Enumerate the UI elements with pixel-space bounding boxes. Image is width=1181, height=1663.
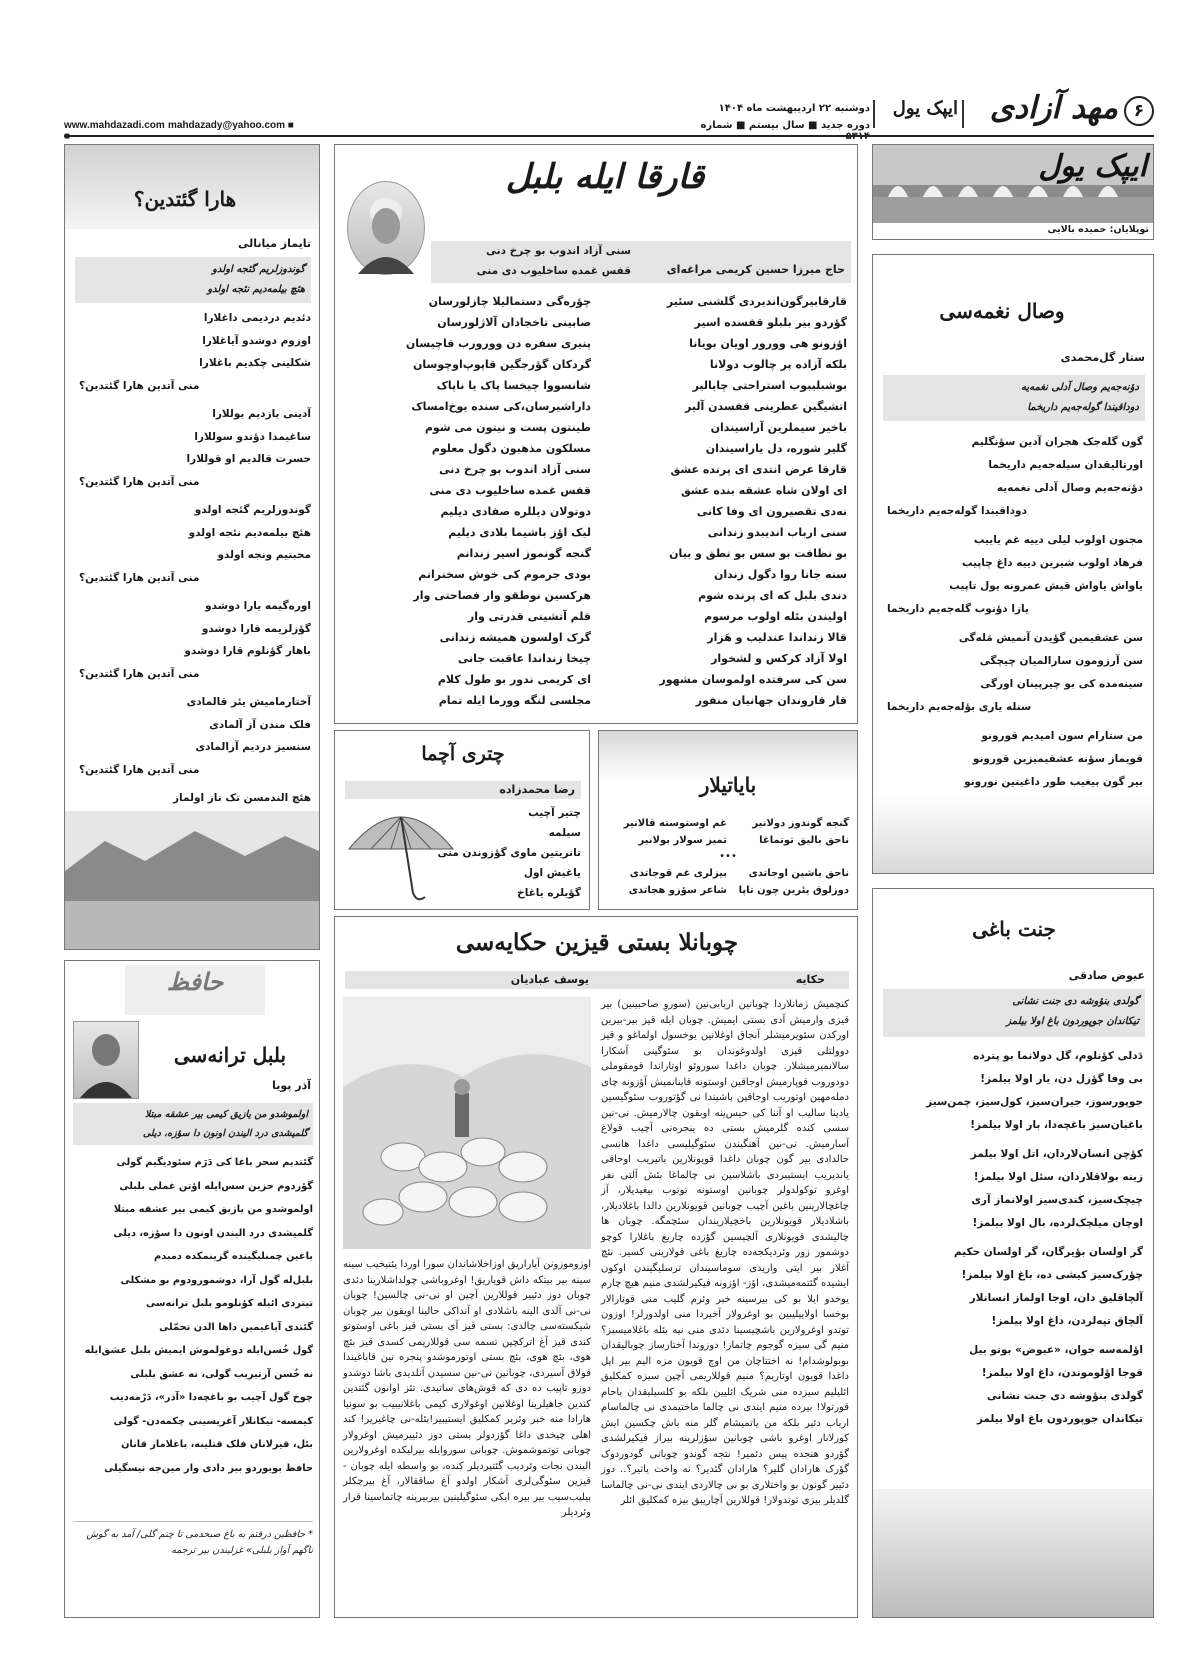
- poem-line: فلک مندن آز آلمادی: [209, 718, 311, 731]
- poem-line: گنجه گوندوز دولانیر: [752, 818, 849, 829]
- poem-line: سنه جانا روا دگول زندان: [713, 568, 847, 581]
- poem-line: آلچاقلیق دان، اوجا اولماز انسانلار: [969, 1292, 1143, 1304]
- poem-line: طینتون پست و نیتون می شوم: [424, 421, 591, 434]
- poem-line: چوخ گول آچیب بو باغچه‌دا «آذر»، دَرْمه‌دیب: [109, 1392, 313, 1403]
- bulbul-epigraph: [73, 1103, 313, 1145]
- poem-line: باهار گؤنلوم قارا دوشدو: [184, 645, 311, 657]
- poem-line: بی وفا گؤزل دن، یار اولا بیلمز!: [980, 1073, 1143, 1085]
- vesal-lines: [887, 431, 1143, 817]
- poem-line: محبتیم ونجه اولدو: [217, 549, 311, 561]
- bayati-separator: •••: [719, 851, 737, 862]
- bayati-block-1-left: [609, 815, 727, 849]
- poem-line: گون گله‌جک هجران آدین سؤنگلیم: [971, 436, 1143, 448]
- poem-line: چؤره‌گی دستمالیلا چازلورسان: [428, 295, 591, 308]
- header-rule: [64, 135, 1154, 137]
- poem-line: قویماز سؤنه عشقیمیزین قورونو: [972, 753, 1143, 765]
- qarqa-title: قارقا ایله بلبل: [505, 157, 705, 197]
- qarqa-poem-box: [334, 144, 858, 724]
- poem-line: سینه‌مده کی بو چیرپینان اورگی: [980, 678, 1143, 690]
- poem-line: ای کریمی ندور بو طول کلام: [437, 673, 591, 686]
- hara-epigraph: [75, 257, 311, 303]
- poem-line: دؤنه‌جه‌یم وصال آدلی نغمه‌یه: [996, 482, 1143, 494]
- poem-line: قارقا عرض انتدی ای پرنده عشق: [670, 463, 847, 476]
- poem-line: اؤزونو هی وورور اویان بویانا: [689, 337, 847, 350]
- poem-line: پنیری سفره دن وورورب قاچیسان: [405, 337, 591, 350]
- poem-line: غم اوستوسته قالانیر: [623, 818, 727, 829]
- poem-line: اؤلمه‌سه جوان، «عیوض» بوتو بیل: [969, 1344, 1143, 1356]
- poem-line: تیکاندان جوپوردون باغ اولا بیلمز: [976, 1413, 1143, 1425]
- poem-line: اوچان میلچک‌لرده، بال اولا بیلمز!: [972, 1217, 1143, 1229]
- ipek-yol-banner: [872, 144, 1154, 240]
- poem-line: ای اولان شاه عشقه بنده عشق: [680, 484, 847, 497]
- footnote-rule: [73, 1521, 313, 1522]
- poem-line: دئدیم درديمی داغلارا: [203, 312, 311, 324]
- poem-line: منی آتدین هارا گئتدین؟: [79, 667, 200, 680]
- poem-line: قالا زنداندا عندلیب و هَزار: [707, 631, 847, 644]
- bayati-title: بایاتیلار: [699, 773, 757, 797]
- poem-line: چیچک‌سیز، کندی‌سیز اولانماز آری: [971, 1194, 1143, 1206]
- poem-line: شکلینی چکدیم باغلارا: [199, 357, 311, 369]
- poem-line: کؤچن انسان‌لاردان، اتل اولا بیلمز: [970, 1148, 1143, 1160]
- date-line: دوشنبه ۲۲ اردیبهشت ماه ۱۴۰۴: [718, 103, 870, 114]
- poem-line: شاعر سؤزو هجاتدی: [628, 885, 727, 896]
- poem-line: گول خُسن‌ایله دوغولموش ایمیش بلبل عشق‌ایله: [84, 1345, 313, 1356]
- poem-line: ناحق بالیق توتماغا: [759, 835, 849, 846]
- poem-line: گؤردو بیر بلبلو قفسده اسیر: [694, 316, 847, 329]
- jannat-epigraph: [883, 989, 1145, 1037]
- epigraph-line: دوداقیندا گوله‌جه‌یم داریخما: [1027, 402, 1139, 413]
- poem-line: بیزلری غم قوجاتدی: [629, 868, 727, 879]
- poem-line: بو نظافت بو سس بو نطق و بیان: [669, 547, 847, 560]
- qarqa-right-lines: [601, 291, 847, 711]
- poem-line: آلچاق تپه‌لردن، داغ اولا بیلمز!: [991, 1315, 1143, 1327]
- poem-line: گئتدی آیاغیمین داها الدن تحمّلی: [159, 1321, 313, 1333]
- story-box: [334, 916, 858, 1618]
- story-right-column: کنچمیش زمانلاردا چوبانین اربابی‌نین (سوروِ صاحبینین) بیر قیزی وارمیش آدی بستی ایمیش. چوبان ایله قیز بیر-بیرین اورکدن سئویرمیشلر آنجاق اوغلانین یوخسول اولماغو و قیز دوولتلی قیزی اولدوغوندان بو سئوگینی آشکارا سالانمیرمیشلار. چوبان داغدا سوروئو اوتاراندا قومقوملی دودوروب قوپارمیش اوجاقین اوستونه قاینانمیش آؤزونه چای دمله‌مهین اوتوریب اوجاقین باشیندا نی گؤتوروب سئوگیسین یادینا سالیب او آننا کی حیس‌ینه اوبقون چالارمیش. نی-نین سسی کنده گلرمیش بستی ده ینجره‌نی آچیب قولاغ آسارمیش. نی-نین آهنگیندن سئوگیلیسی داغدا هانسی حالدادی بیر گون چوبان داغدا قویونلارین باتیریب اوجاقی یاندیریب ایستیبردی باشلاسین نی چالماغا بئش آلتی نفر اوغرو توکولدولر چوبانین اوستونه توتوب بیغیدیلار، آز چاغچالارینین باغین آچیب چوبانین قویونلارین دالدا باغلادیلار، باشلادیلار قویونلارین باخچیلاریندان سئچمگه. چوبان ها چالیشدی قویونلاری آلچیسین گؤزده چاریغ باغلارا کوچو دوشمور زور وئردیکجه‌ده چاریغ باغی قولارینی کسیر. نئچ آغلار بیر ایتی واریدی سوماسیندان ترسلیگیندن اوکون ایشیده گئتمه‌میشدی، اؤز- اؤزونه فیکیرلشدی منیم هیچ چارم یوخدو ایلا بو کی بیرسینه خبر وئرم گلیب منی قوتارالار بوخسا اولاییلیبین بو اوغرولار آخیردا منی اولدورلر! اوزون توتدو اوغرولارین باشچیسینا دئدی منی نیه بئله باغلامیسیز؟ منیم گی سیزه گوجوم چاتماز! دوزوندا آختارساز چوبالیقدان بوبولوشدام! نه اختتاچان من اوچ قویون مزه الیم بیر ایل داغدا قویون اوتاریم؟ منیم قوللاریمی آچین سیزه کمکلیق ائلیلیم سیزده منی شریک ائلیین بلکه بو کلسیلیقدان باحام قورتولا! بیرده منیم ایندی نی چالما ماختیمدی نی چالماسام ارباب دئیر بلکه من یاتمیشام گلر منه باش چکسین ایش کورلانار اوغرو باشی چوبانین سؤزلرینه بیراز فیکیرلشدی گؤردو هنجده پیس دئمیر! نتجه گوندو چوبانی گودوردوک گؤرک هارادان گلیر؟ هارادان گئدیر؟ نه واخت یاتیر؟.. دوز دئییر گونون بو واختلاری بو نی چالاردی ایندی نی-نی چالماسا گلدیلر بیزی توتدولار! قوللارین آچاریبق بیزه کمکلیق ائلر: [601, 999, 849, 1506]
- chatri-author: رضا محمدزاده: [499, 783, 575, 796]
- poem-line: فرهاد اولوب شیرین دییه داغ چاپیب: [961, 557, 1143, 569]
- poem-line: دَدلی کؤنلوم، گل دولانما بو پترده: [973, 1050, 1143, 1062]
- poem-line: گرک اولسون همیشه زندانی: [439, 631, 591, 644]
- story-kind: حکایه: [795, 973, 825, 986]
- poem-line: نه‌دی تقصیرون ای وفا کانی: [696, 505, 847, 518]
- poem-line: دوزلوق یئرین چون تاپا: [738, 885, 849, 896]
- poem-line: گؤیلره یاغاخ: [517, 887, 581, 899]
- qarqa-epigraph-line: سنی آزاد اندوب بو چرخ دنی: [486, 245, 631, 257]
- vesal-title: وصال نغمه‌سی: [939, 299, 1065, 323]
- poem-line: زینه بولاقلاردان، سئل اولا بیلمز!: [973, 1171, 1143, 1183]
- poem-line: گنجه گونموز اسیر زندانم: [456, 547, 591, 560]
- poem-line: بلکه آزاده پر چالوب دولانا: [709, 358, 847, 371]
- poem-line: دندی بلبل که ای پرنده شوم: [698, 589, 847, 602]
- story-title: چوبانلا بستی قیزین حکایه‌سی: [455, 929, 739, 956]
- hara-poem-box: [64, 144, 320, 950]
- poet-photo: [73, 1021, 139, 1099]
- poem-line: چتیر آچیب: [528, 807, 581, 819]
- poem-line: یاغین چمنلیگینده گزینمکده دمبدم: [154, 1251, 313, 1262]
- poem-line: من ستارام سون امیدیم قورونو: [981, 730, 1143, 742]
- hara-title: هارا گئتدین؟: [133, 187, 237, 211]
- poem-line: بئل، قیرلانان فلک قتلینه، باغلاماز قانان: [121, 1439, 313, 1450]
- vesal-author: ستار گل‌محمدی: [1060, 351, 1145, 364]
- poem-line: مجلسی لنگه وورما ایله تمام: [438, 694, 591, 707]
- poem-line: سن عشقیمین گؤیدن آنمیش مَله‌گی: [958, 632, 1143, 644]
- poem-line: صابینی تاخجادان آلاژلورسان: [437, 316, 591, 329]
- qarqa-epigraph-line: قفس غمده ساخلیوب دی منی: [476, 265, 631, 277]
- poem-line: تانریتین ماوی گؤزوندن منی: [437, 847, 581, 859]
- poem-line: سنی ارباب اندیبدو زندانی: [707, 526, 847, 539]
- poem-line: سن آرزومون سارالمیان چیچگی: [979, 655, 1143, 667]
- poem-line: گوندوزلریم گئجه اولدو: [194, 504, 311, 516]
- poem-line: قفس غمده ساخلیوب دی منی: [429, 484, 591, 497]
- portrait-silhouette: [348, 182, 424, 274]
- poem-line: باغبان‌سیز باغچه‌دا، بار اولا بیلمز!: [970, 1119, 1143, 1131]
- chatri-poem-box: [334, 730, 590, 910]
- poem-line: قوجا اؤلوموندن، داغ اولا بیلمز!: [981, 1367, 1143, 1379]
- garden-path-photo: [873, 1489, 1153, 1617]
- bayati-block-2-left: [609, 865, 727, 899]
- poem-line: منی آتدین هارا گئتدین؟: [79, 571, 200, 584]
- banner-title: ایپک یول: [1038, 149, 1147, 184]
- poem-line: مسلکون مذهبون دگول معلوم: [431, 442, 591, 455]
- poem-line: اولموشدو من یازیق کیمی بیر عشقه مبتلا: [113, 1204, 313, 1215]
- hara-lines: [79, 307, 311, 877]
- page-number-badge: ۶: [1124, 96, 1154, 126]
- email-address[interactable]: mahdazady@yahoo.com ■: [168, 120, 294, 131]
- poem-line: منی آتدین هارا گئتدین؟: [79, 475, 200, 488]
- poem-line: ساغیمدا دؤندو سوللارا: [194, 430, 311, 443]
- epigraph-line: هئچ بیلمه‌دیم نئجه اولدو: [207, 284, 305, 295]
- poem-line: اوزوم دوشدو آیاغلارا: [202, 334, 311, 347]
- poem-line: اتشیگین عطرینی قفسدن آلیر: [685, 400, 847, 413]
- poem-line: سنسیز دردیم آزالمادی: [195, 741, 311, 753]
- lake-landscape-photo: [65, 811, 319, 949]
- poem-line: یازا دؤنوب گله‌جه‌یم داریخما: [887, 603, 1029, 615]
- story-author: یوسف عبادیان: [510, 973, 589, 986]
- bayati-poem-box: [598, 730, 858, 910]
- poem-line: حافظ بویوردو بیر دادی وار مین‌جه نیسگیلی: [104, 1462, 313, 1474]
- poem-line: منی آتدین هارا گئتدین؟: [79, 379, 200, 392]
- epigraph-line: دؤنه‌جه‌یم وصال آدلی نغمه‌یه: [1021, 382, 1139, 393]
- poem-line: یاغیش اول: [523, 867, 581, 879]
- epigraph-line: گولدی بنؤوشه دی جنت نشانی: [1012, 996, 1139, 1007]
- flower-decoration: [873, 795, 1153, 873]
- vesal-poem-box: [872, 254, 1154, 874]
- poem-line: هئچ بیلمه‌دیم نئجه اولدو: [188, 526, 311, 539]
- poem-line: بوشبلیبوب استراحتی چابالیر: [692, 379, 847, 392]
- jannat-poem-box: [872, 888, 1154, 1618]
- poem-line: هرکسین نوطقو وار فصاحتی وار: [413, 589, 591, 602]
- poem-line: گئتدیم سحر باغا کی دَرَم سئوديگيم گولی: [116, 1157, 313, 1168]
- poem-line: سیلمه: [548, 827, 581, 839]
- epigraph-line: تیکاندان جوپوردون باغ اولا بیلمز: [1006, 1016, 1139, 1027]
- bayati-block-1-right: [731, 815, 849, 849]
- qarqa-left-lines: [345, 291, 591, 711]
- poem-line: بلبل‌له گول آرا، دوشمورودوم بو مشکلی: [120, 1274, 313, 1286]
- bulbul-poem-box: [64, 960, 320, 1618]
- poem-line: تمیز سولار بولانیر: [638, 835, 727, 846]
- portrait-silhouette: [74, 1022, 138, 1098]
- section-name: ایپک یول: [892, 98, 958, 119]
- website-url[interactable]: www.mahdazadi.com: [64, 120, 165, 131]
- poem-line: قار قاروندان جهانیان منفور: [695, 694, 847, 707]
- poem-line: سنله یاری بؤله‌جه‌یم داریخما: [887, 701, 1032, 713]
- poem-line: منی آتدین هارا گئتدین؟: [79, 763, 200, 776]
- bulbul-title: بلبل ترانه‌سی: [173, 1043, 287, 1067]
- epigraph-line: گلمیشدی درد الیندن اونون دا سؤزه، دیلی: [142, 1128, 308, 1139]
- poem-line: گردکان گؤرجگین قاپوپ‌اوچوسان: [413, 358, 591, 371]
- poem-line: مجنون اولوب لیلی دییه غم یاییب: [973, 534, 1143, 546]
- poem-line: شانسووا چیخسا پاک یا ناپاک: [436, 379, 591, 392]
- poem-line: دارا‌شیرسان،کی سنده یوخ‌امساک: [411, 400, 591, 413]
- bulbul-footnote: * حافظین درفتم به باغ صبحدمی تا چنم گلی/ آمد به گوش ناگهم آواز بلبلی» غزلیندن بیر ترجمه: [86, 1529, 313, 1556]
- hafez-logo-text: حافظ: [166, 967, 224, 996]
- poem-line: چؤرک‌سیز کیشی ده، باغ اولا بیلمز!: [961, 1269, 1143, 1281]
- poem-line: سن کی سرفتده اولموسان مشهور: [659, 673, 847, 686]
- masthead: [0, 0, 1181, 140]
- poem-line: قارقابیرگون‌اندیردی گلشنی سئیر: [666, 295, 847, 308]
- poem-line: اورتالیقدان سیله‌جه‌یم داریخما: [988, 459, 1143, 471]
- bulbul-author: آذر پویا: [272, 1079, 311, 1092]
- poem-line: بیر گون بیغیب طور داغینین نورونو: [964, 776, 1143, 788]
- banner-credit: توپلایان: حمیده بالایی: [1047, 224, 1149, 235]
- poem-line: اولیندن بئله اولوب مرسوم: [704, 610, 847, 623]
- shepherd-painting: [343, 997, 591, 1249]
- poem-line: یاواش یاواش قیش عمرونه یول تاپیب: [949, 580, 1143, 592]
- header-divider: [962, 100, 964, 128]
- poem-line: دوداقیندا گوله‌جه‌یم داریخما: [887, 505, 1027, 517]
- chatri-lines: [437, 803, 581, 903]
- chatri-title: چتری آچما: [421, 743, 505, 765]
- hara-author: تایماز میانالی: [237, 237, 311, 250]
- poem-line: تیتردی ائیله کؤنلومو بلبل ترانه‌سی: [146, 1298, 313, 1309]
- epigraph-line: اولموشدو من یازیق کیمی بیر عشقه مبتلا: [145, 1109, 308, 1120]
- poem-line: گؤردوم حزین سس‌ایله اؤتن غملی بلبلی: [119, 1180, 313, 1192]
- poem-line: آختارمامیش یئر قالمادی: [186, 696, 311, 708]
- header-divider-2: [873, 100, 875, 128]
- poem-line: آدینی یازدیم یوللارا: [212, 408, 311, 420]
- poem-line: گر اولسان بؤیرگان، گر اولسان حکیم: [953, 1246, 1143, 1258]
- poem-line: قلم آتشینی قدرتی وار: [467, 610, 591, 623]
- poem-line: دوتولان دیللره صفادی دیلیم: [440, 505, 591, 518]
- bulbul-lines: [73, 1151, 313, 1480]
- jannat-author: عیوض صادقی: [1068, 969, 1145, 982]
- epigraph-line: گوندوزلریم گئجه اولدو: [212, 264, 305, 275]
- poem-line: گولدی بنؤوشه دی جنت نشانی: [986, 1390, 1143, 1402]
- vesal-epigraph: [883, 375, 1145, 421]
- poem-line: گؤزلریمه قارا دوشدو: [201, 622, 311, 635]
- poem-line: نه خُسن آرتیریب گولی، نه عشق بلبلی: [130, 1368, 313, 1380]
- poem-line: ناحق باشین اوجاتدی: [748, 868, 849, 879]
- jannat-lines: [887, 1045, 1143, 1431]
- poem-line: باخیر سیملرین آراسیندان: [710, 421, 847, 434]
- poem-line: اوره‌گیمه یارا دوشدو: [205, 600, 311, 612]
- poem-line: گلمیشدی درد الیندن اونون دا سؤزه، دیلی: [113, 1227, 313, 1239]
- poet-portrait: [347, 181, 425, 275]
- newspaper-logo: مهد آزادی: [989, 90, 1118, 126]
- poem-line: جوپورسوز، جیران‌سیز، کول‌سیز، چمن‌سیز: [926, 1096, 1143, 1108]
- story-left-column: اوزوموزونن آیاراریق اوزاخلاشاندان سورا اوردا یئتیخیب سینه سینه بیر بیتکه داش قویاریق! اوغروباشی چولداشلارینا دئدی چوبان دوز دئییر قوللارین آچین او نی-نی چالسین! چوبان نی-نی آلدی الینه باشلادی او آنداکی حالینا اویقون بیر چوبان شیکسته‌سی چالدی: بستی قیز آی بستی قیز باغی اوستوتو کندی قیز آغ اترکچین تسمه سی قوللاریمی کسدی قیز بئچ هوی، بئچ هوی، بئچ بستی اوتورموشدو پنجره نین قاباغیندا قولاق آسیردی، چوبانین نی-نین سسیدن آنلدیدی باشا دوشدو دوزو تاپیب ده دی که قوش‌های ساتیدی. تئز اوانون گئتدین کندین جاهیلرینا اوغلانین اوغولاری کیمی باغلانیبیب بو سونیا هارادا منه خبر وئریر کمکلیق ایستیبیر!بئله-نی چاغیریر! کند اهلی چیخدی داغا گؤزدولر بستی دوز دئییرمیش اوغرولار چوبانی توتموشموش. چوبانی سوروایله بیرلیکده اوغرولارین الیندن نجات وئردیب گئتیردیلر کنده، بو واسطه ایله چوبان - قیزین سئوگی‌لری آشکار اولدو آغ ساققالار، آغ بیرچکلر بیلیب‌سیب بیر بیره ایکی سئوگیلینین بیربیرینه چاتماسینا قرار وئردیلر: [343, 1259, 591, 1518]
- poem-line: گلیر شوره، دل یاراسیندان: [705, 442, 847, 455]
- poem-line: بودی جرموم کی خوش سخنرانم: [418, 568, 591, 581]
- poem-line: حسرت قالدیم او قوللارا: [186, 453, 311, 465]
- bayati-block-2-right: [731, 865, 849, 899]
- poem-line: هئچ الندمسن تک ناز اولماز: [172, 792, 311, 804]
- poem-line: کیمسه- تیکانلار آغریسینی چکمه‌دن- گولی: [113, 1415, 313, 1427]
- issue-line: دوره جدید ■ سال بیستم ■ شماره: [700, 120, 870, 131]
- qarqa-author: حاج میرزا حسین کریمی مراغه‌ای: [666, 263, 845, 276]
- poem-line: سنی آزاد اندوب بو چرخ دنی: [439, 463, 591, 476]
- poem-line: لیک اؤز باشیما بلادی دیلیم: [448, 526, 591, 539]
- poem-line: چیخا زنداندا عاقبت جانی: [457, 652, 591, 665]
- poem-line: اولا آزاد کرکس و لشخوار: [711, 652, 847, 665]
- jannat-title: جنت باغی: [972, 917, 1056, 941]
